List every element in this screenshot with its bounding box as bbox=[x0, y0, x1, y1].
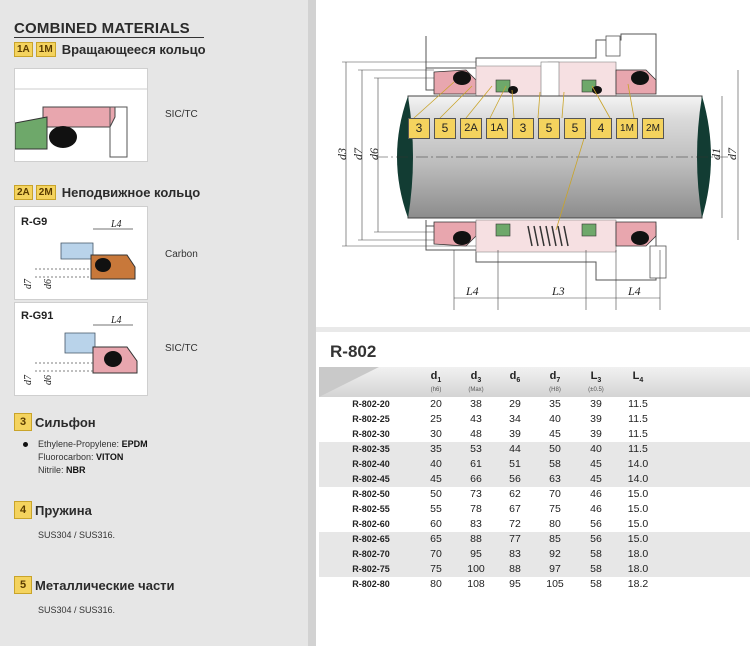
value-cell: 75 bbox=[549, 503, 561, 515]
value-cell: 83 bbox=[509, 548, 521, 560]
rotating-ring-heading bbox=[14, 41, 206, 57]
model-cell: R-802-80 bbox=[352, 579, 390, 589]
r-g91-dim-d6: d6 bbox=[43, 375, 54, 385]
rotating-ring-label: Вращающееся кольцо bbox=[61, 42, 206, 58]
table-row bbox=[319, 427, 750, 442]
value-cell: 77 bbox=[509, 533, 521, 545]
badge-2a: 2A bbox=[14, 185, 33, 200]
r-g91-dim-d7: d7 bbox=[23, 375, 34, 385]
dim-d3: d3 bbox=[335, 148, 349, 160]
value-cell: 14.0 bbox=[627, 458, 649, 470]
value-cell: 11.5 bbox=[628, 413, 648, 425]
dim-l3: L3 bbox=[552, 284, 565, 298]
value-cell: 43 bbox=[470, 413, 482, 425]
spring-material: SUS304 / SUS316. bbox=[38, 530, 116, 540]
metal-parts-heading bbox=[14, 576, 175, 594]
value-cell: 40 bbox=[590, 443, 602, 455]
table-header-corner bbox=[319, 367, 379, 397]
badge-2m: 2M bbox=[36, 185, 56, 200]
value-cell: 80 bbox=[430, 578, 442, 590]
bellows-line-nbr: Nitrile: NBR bbox=[38, 465, 86, 475]
r-g9-figure bbox=[14, 206, 148, 300]
value-cell: 46 bbox=[590, 488, 602, 500]
value-cell: 56 bbox=[509, 473, 521, 485]
dim-d1: d1 bbox=[709, 148, 723, 160]
bellows-number: 3 bbox=[14, 413, 32, 431]
part-label-row bbox=[408, 118, 664, 139]
value-cell: 29 bbox=[509, 398, 521, 410]
stationary-ring-heading bbox=[14, 184, 200, 200]
title-underline bbox=[14, 37, 204, 38]
table-row bbox=[319, 397, 750, 412]
value-cell: 45 bbox=[549, 428, 561, 440]
value-cell: 35 bbox=[549, 398, 561, 410]
column-header: $d_1$ (h6) bbox=[430, 370, 442, 394]
model-cell: R-802-55 bbox=[352, 504, 390, 514]
r-g91-material: SIC/TC bbox=[165, 343, 198, 354]
value-cell: 92 bbox=[549, 548, 561, 560]
table-row bbox=[319, 562, 750, 577]
dim-l4-left: L4 bbox=[466, 284, 479, 298]
column-header: $L_4$ bbox=[632, 370, 644, 385]
bellows-label: Сильфон bbox=[35, 414, 96, 430]
value-cell: 40 bbox=[430, 458, 442, 470]
value-cell: 73 bbox=[470, 488, 482, 500]
table-row bbox=[319, 457, 750, 472]
bellows-line-viton: Fluorocarbon: VITON bbox=[38, 452, 124, 462]
model-cell: R-802-35 bbox=[352, 444, 390, 454]
stationary-ring-label: Неподвижное кольцо bbox=[61, 185, 201, 201]
r-g9-name: R-G9 bbox=[21, 216, 48, 228]
bullet-icon bbox=[23, 442, 28, 447]
model-cell: R-802-75 bbox=[352, 564, 390, 574]
value-cell: 83 bbox=[470, 518, 482, 530]
r-g91-name: R-G91 bbox=[21, 310, 54, 322]
table-row bbox=[319, 472, 750, 487]
rotating-ring-figure bbox=[14, 68, 148, 162]
r-g91-dim-l4: L4 bbox=[111, 315, 122, 326]
model-cell: R-802-20 bbox=[352, 399, 390, 409]
model-cell: R-802-25 bbox=[352, 414, 390, 424]
value-cell: 15.0 bbox=[627, 488, 649, 500]
column-header: $L_3$ (±0.5) bbox=[588, 370, 604, 394]
r-g9-dim-d6: d6 bbox=[43, 279, 54, 289]
value-cell: 100 bbox=[467, 563, 485, 575]
metal-parts-label: Металлические части bbox=[35, 577, 175, 593]
spring-number: 4 bbox=[14, 501, 32, 519]
table-row bbox=[319, 502, 750, 517]
spring-heading bbox=[14, 501, 92, 519]
value-cell: 78 bbox=[470, 503, 482, 515]
value-cell: 55 bbox=[430, 503, 442, 515]
model-cell: R-802-70 bbox=[352, 549, 390, 559]
value-cell: 63 bbox=[549, 473, 561, 485]
value-cell: 85 bbox=[549, 533, 561, 545]
value-cell: 108 bbox=[467, 578, 485, 590]
value-cell: 62 bbox=[509, 488, 521, 500]
table-row bbox=[319, 412, 750, 427]
r-g9-material: Carbon bbox=[165, 249, 198, 260]
table-row bbox=[319, 532, 750, 547]
value-cell: 53 bbox=[470, 443, 482, 455]
value-cell: 58 bbox=[590, 563, 602, 575]
seal-cross-section-drawing bbox=[316, 0, 750, 327]
table-row bbox=[319, 577, 750, 592]
table-row bbox=[319, 487, 750, 502]
spring-label: Пружина bbox=[35, 502, 92, 518]
part-label: 4 bbox=[590, 118, 612, 139]
table-row bbox=[319, 547, 750, 562]
value-cell: 56 bbox=[590, 533, 602, 545]
value-cell: 15.0 bbox=[627, 533, 649, 545]
part-label: 1M bbox=[616, 118, 638, 139]
value-cell: 88 bbox=[509, 563, 521, 575]
value-cell: 50 bbox=[549, 443, 561, 455]
model-cell: R-802-45 bbox=[352, 474, 390, 484]
part-label: 3 bbox=[408, 118, 430, 139]
r-g9-dim-l4: L4 bbox=[111, 219, 122, 230]
column-header: $d_6$ bbox=[509, 370, 521, 385]
value-cell: 39 bbox=[590, 413, 602, 425]
value-cell: 61 bbox=[470, 458, 482, 470]
model-cell: R-802-50 bbox=[352, 489, 390, 499]
dim-d6: d6 bbox=[367, 148, 381, 160]
value-cell: 48 bbox=[470, 428, 482, 440]
model-cell: R-802-30 bbox=[352, 429, 390, 439]
part-label: 5 bbox=[564, 118, 586, 139]
part-label: 2M bbox=[642, 118, 664, 139]
value-cell: 80 bbox=[549, 518, 561, 530]
value-cell: 58 bbox=[590, 578, 602, 590]
part-label: 3 bbox=[512, 118, 534, 139]
table-title: R-802 bbox=[330, 342, 377, 361]
model-cell: R-802-40 bbox=[352, 459, 390, 469]
value-cell: 66 bbox=[470, 473, 482, 485]
column-header: $d_3$ (Max) bbox=[468, 370, 484, 394]
value-cell: 105 bbox=[546, 578, 564, 590]
rotating-ring-material: SIC/TC bbox=[165, 109, 198, 120]
value-cell: 18.0 bbox=[627, 548, 649, 560]
value-cell: 39 bbox=[590, 398, 602, 410]
value-cell: 97 bbox=[549, 563, 561, 575]
value-cell: 44 bbox=[509, 443, 521, 455]
value-cell: 95 bbox=[470, 548, 482, 560]
metal-parts-material: SUS304 / SUS316. bbox=[38, 605, 116, 615]
value-cell: 30 bbox=[430, 428, 442, 440]
dim-d7-right: d7 bbox=[725, 148, 739, 160]
model-cell: R-802-60 bbox=[352, 519, 390, 529]
value-cell: 72 bbox=[509, 518, 521, 530]
value-cell: 51 bbox=[509, 458, 521, 470]
panel-divider bbox=[308, 0, 316, 646]
page-title: COMBINED MATERIALS bbox=[14, 20, 190, 37]
model-cell: R-802-65 bbox=[352, 534, 390, 544]
value-cell: 46 bbox=[590, 503, 602, 515]
value-cell: 45 bbox=[590, 473, 602, 485]
part-label: 1A bbox=[486, 118, 508, 139]
value-cell: 56 bbox=[590, 518, 602, 530]
value-cell: 14.0 bbox=[627, 473, 649, 485]
value-cell: 39 bbox=[590, 428, 602, 440]
value-cell: 40 bbox=[549, 413, 561, 425]
value-cell: 67 bbox=[509, 503, 521, 515]
bellows-heading bbox=[14, 413, 96, 431]
value-cell: 11.5 bbox=[628, 398, 648, 410]
value-cell: 11.5 bbox=[628, 443, 648, 455]
value-cell: 58 bbox=[590, 548, 602, 560]
value-cell: 70 bbox=[430, 548, 442, 560]
value-cell: 70 bbox=[549, 488, 561, 500]
value-cell: 75 bbox=[430, 563, 442, 575]
r-g91-figure bbox=[14, 302, 148, 396]
part-label: 2A bbox=[460, 118, 482, 139]
table-row bbox=[319, 517, 750, 532]
badge-1m: 1M bbox=[36, 42, 56, 57]
value-cell: 38 bbox=[470, 398, 482, 410]
value-cell: 20 bbox=[430, 398, 442, 410]
value-cell: 95 bbox=[509, 578, 521, 590]
value-cell: 18.0 bbox=[627, 563, 649, 575]
dim-d7-left: d7 bbox=[351, 148, 365, 160]
value-cell: 35 bbox=[430, 443, 442, 455]
dim-l4-right: L4 bbox=[628, 284, 641, 298]
value-cell: 65 bbox=[430, 533, 442, 545]
metal-number: 5 bbox=[14, 576, 32, 594]
value-cell: 50 bbox=[430, 488, 442, 500]
value-cell: 18.2 bbox=[627, 578, 649, 590]
part-label: 5 bbox=[538, 118, 560, 139]
value-cell: 58 bbox=[549, 458, 561, 470]
value-cell: 45 bbox=[590, 458, 602, 470]
r-g9-dim-d7: d7 bbox=[23, 279, 34, 289]
column-header: $d_7$ (H8) bbox=[549, 370, 561, 394]
value-cell: 34 bbox=[509, 413, 521, 425]
value-cell: 25 bbox=[430, 413, 442, 425]
value-cell: 45 bbox=[430, 473, 442, 485]
bellows-line-epdm: Ethylene-Propylene: EPDM bbox=[38, 439, 148, 449]
table-row bbox=[319, 442, 750, 457]
value-cell: 60 bbox=[430, 518, 442, 530]
value-cell: 11.5 bbox=[628, 428, 648, 440]
part-label: 5 bbox=[434, 118, 456, 139]
badge-1a: 1A bbox=[14, 42, 33, 57]
value-cell: 15.0 bbox=[627, 518, 649, 530]
value-cell: 88 bbox=[470, 533, 482, 545]
value-cell: 39 bbox=[509, 428, 521, 440]
value-cell: 15.0 bbox=[627, 503, 649, 515]
